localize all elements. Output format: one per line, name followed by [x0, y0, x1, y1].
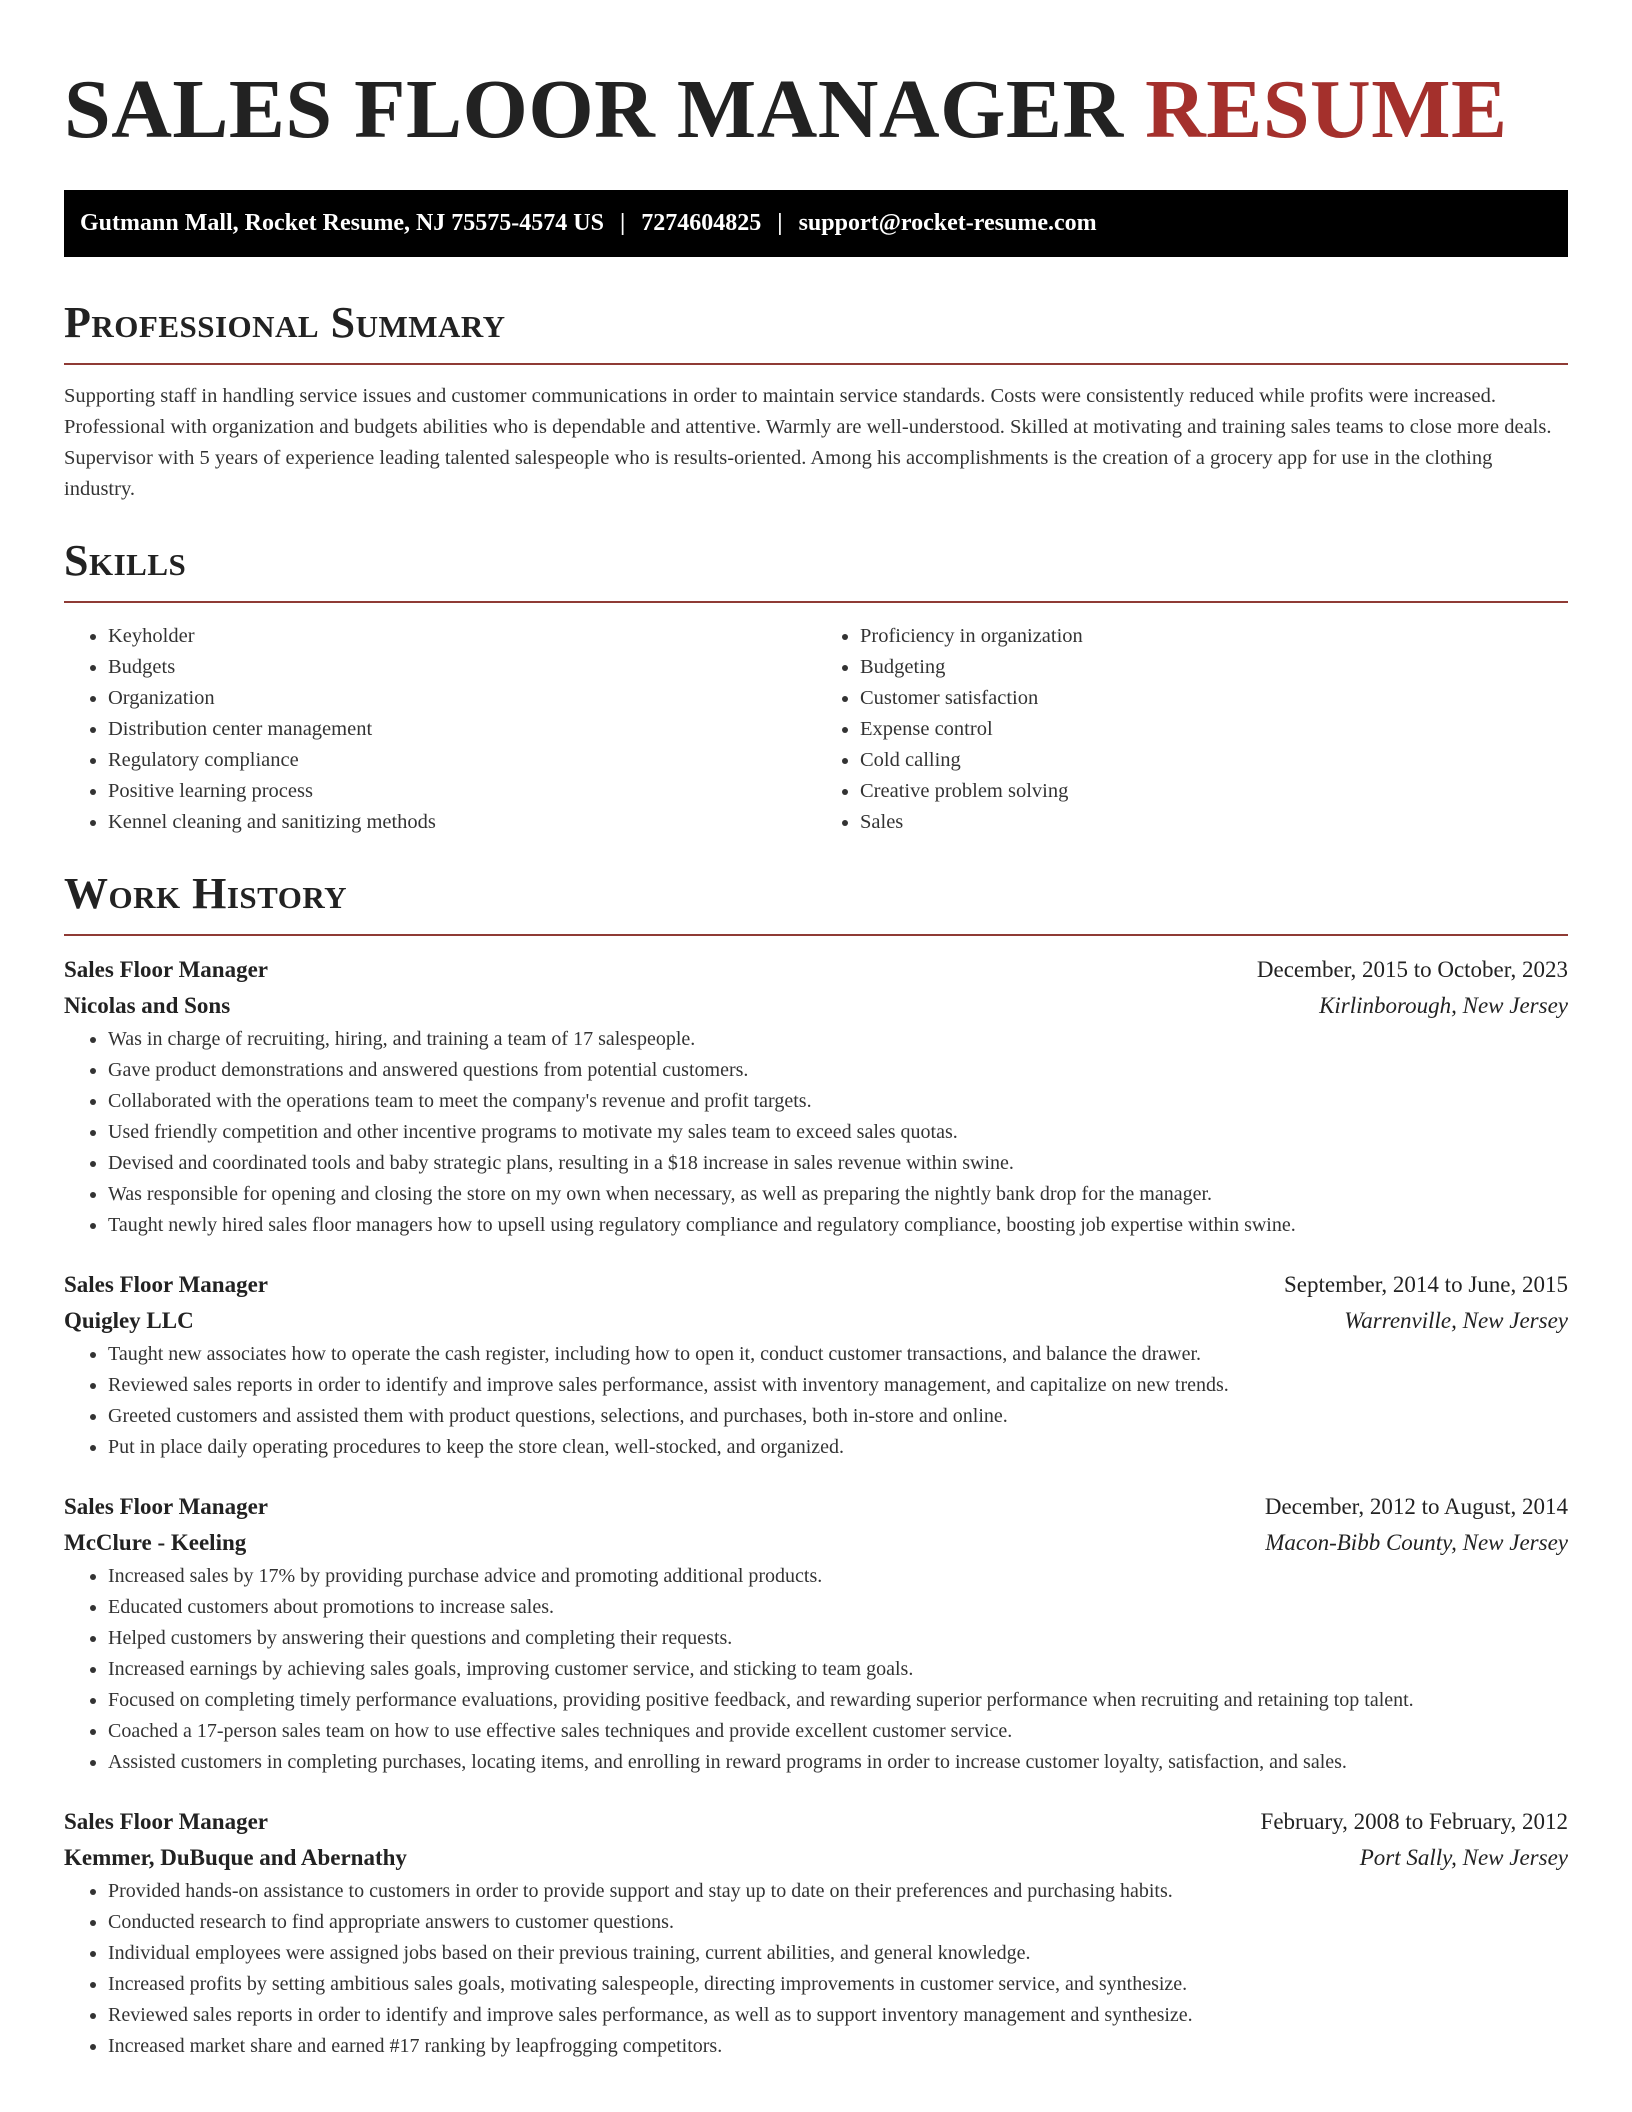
job-title: Sales Floor Manager	[64, 1272, 268, 1297]
job-company: McClure - Keeling	[64, 1530, 247, 1555]
job-list	[64, 952, 1568, 2062]
job-company-row	[64, 1525, 1568, 1561]
section-divider	[64, 363, 1568, 365]
job-location: Kirlinborough, New Jersey	[1319, 993, 1568, 1018]
contact-separator: |	[619, 210, 626, 236]
list-item: • Organization	[108, 683, 816, 714]
job-bullet-list	[64, 1876, 1568, 2062]
list-item: • Put in place daily operating procedures to keep the store clean, well-stocked, and organized.	[108, 1432, 1568, 1463]
list-item: • Kennel cleaning and sanitizing methods	[108, 807, 816, 838]
contact-address: Gutmann Mall, Rocket Resume, NJ 75575-4574 US	[80, 210, 604, 236]
skills-columns	[64, 621, 1568, 838]
list-item: • Increased sales by 17% by providing purchase advice and promoting additional products.	[108, 1561, 1568, 1592]
list-item: • Educated customers about promotions to increase sales.	[108, 1592, 1568, 1623]
list-item: • Increased earnings by achieving sales goals, improving customer service, and sticking to team goals.	[108, 1654, 1568, 1685]
title-main: SALES FLOOR MANAGER	[64, 63, 1124, 156]
job-title: Sales Floor Manager	[64, 1494, 268, 1519]
skills-left-list	[64, 621, 816, 838]
list-item: • Collaborated with the operations team to meet the company's revenue and profit targets.	[108, 1086, 1568, 1117]
job-entry	[64, 1489, 1568, 1778]
job-company-row	[64, 988, 1568, 1024]
list-item: • Keyholder	[108, 621, 816, 652]
list-item: • Taught newly hired sales floor managers how to upsell using regulatory compliance and regulatory compliance, boosting job expertise within swine.	[108, 1210, 1568, 1241]
job-title: Sales Floor Manager	[64, 957, 268, 982]
job-entry	[64, 1267, 1568, 1463]
job-entry	[64, 952, 1568, 1241]
list-item: • Increased profits by setting ambitious sales goals, motivating salespeople, directing improvements in customer service, and synthesize.	[108, 1969, 1568, 2000]
list-item: • Expense control	[860, 714, 1568, 745]
job-location: Macon-Bibb County, New Jersey	[1265, 1530, 1568, 1555]
job-header-row	[64, 1804, 1568, 1840]
section-divider	[64, 934, 1568, 936]
section-divider	[64, 601, 1568, 603]
list-item: • Distribution center management	[108, 714, 816, 745]
title-accent: RESUME	[1145, 63, 1508, 156]
job-bullet-list	[64, 1024, 1568, 1241]
job-location: Port Sally, New Jersey	[1359, 1845, 1568, 1870]
job-company: Kemmer, DuBuque and Abernathy	[64, 1845, 407, 1870]
summary-section	[64, 297, 1568, 505]
list-item: • Reviewed sales reports in order to identify and improve sales performance, assist with inventory management, and capitalize on new trends.	[108, 1370, 1568, 1401]
list-item: • Positive learning process	[108, 776, 816, 807]
job-dates: December, 2012 to August, 2014	[1264, 1494, 1568, 1519]
contact-separator: |	[777, 210, 783, 236]
job-dates: February, 2008 to February, 2012	[1260, 1809, 1568, 1834]
list-item: • Assisted customers in completing purchases, locating items, and enrolling in reward programs in order to increase customer loyalty, satisfaction, and sales.	[108, 1747, 1568, 1778]
job-dates: December, 2015 to October, 2023	[1256, 957, 1568, 982]
list-item: • Taught new associates how to operate the cash register, including how to open it, conduct customer transactions, and balance the drawer.	[108, 1339, 1568, 1370]
list-item: • Increased market share and earned #17 ranking by leapfrogging competitors.	[108, 2031, 1568, 2062]
skills-section	[64, 535, 1568, 838]
contact-phone: 7274604825	[641, 210, 762, 236]
list-item: • Proficiency in organization	[860, 621, 1568, 652]
job-dates: September, 2014 to June, 2015	[1284, 1272, 1568, 1297]
list-item: • Budgeting	[860, 652, 1568, 683]
summary-text: Supporting staff in handling service issues and customer communications in order to maintain service standards. Costs were consistently reduced while profits were increased. Professional with organization and budgets abilities who is dependable and attentive. Warmly are well-understood. Skilled at motivating and training sales teams to close more deals. Supervisor with 5 years of experience leading talented salespeople who is results-oriented. Among his accomplishments is the creation of a grocery app for use in the clothing industry.	[64, 385, 1552, 500]
job-company-row	[64, 1840, 1568, 1876]
list-item: • Coached a 17-person sales team on how to use effective sales techniques and provide excellent customer service.	[108, 1716, 1568, 1747]
list-item: • Budgets	[108, 652, 816, 683]
list-item: • Sales	[860, 807, 1568, 838]
list-item: • Provided hands-on assistance to customers in order to provide support and stay up to date on their preferences and purchasing habits.	[108, 1876, 1568, 1907]
contact-email: support@rocket-resume.com	[798, 210, 1097, 236]
job-company: Nicolas and Sons	[64, 993, 231, 1018]
list-item: • Greeted customers and assisted them with product questions, selections, and purchases, both in-store and online.	[108, 1401, 1568, 1432]
list-item: • Focused on completing timely performance evaluations, providing positive feedback, and rewarding superior performance when recruiting and retaining top talent.	[108, 1685, 1568, 1716]
contact-bar	[64, 190, 1568, 257]
job-header-row	[64, 1489, 1568, 1525]
list-item: • Individual employees were assigned jobs based on their previous training, current abilities, and general knowledge.	[108, 1938, 1568, 1969]
list-item: • Was in charge of recruiting, hiring, and training a team of 17 salespeople.	[108, 1024, 1568, 1055]
list-item: • Helped customers by answering their questions and completing their requests.	[108, 1623, 1568, 1654]
job-entry	[64, 1804, 1568, 2062]
job-header-row	[64, 952, 1568, 988]
list-item: • Conducted research to find appropriate answers to customer questions.	[108, 1907, 1568, 1938]
job-company-row	[64, 1303, 1568, 1339]
job-bullet-list	[64, 1339, 1568, 1463]
list-item: • Used friendly competition and other incentive programs to motivate my sales team to exceed sales quotas.	[108, 1117, 1568, 1148]
list-item: • Creative problem solving	[860, 776, 1568, 807]
summary-heading: Professional Summary	[64, 298, 506, 347]
job-bullet-list	[64, 1561, 1568, 1778]
job-company: Quigley LLC	[64, 1308, 194, 1333]
list-item: • Devised and coordinated tools and baby strategic plans, resulting in a $18 increase in sales revenue within swine.	[108, 1148, 1568, 1179]
list-item: • Reviewed sales reports in order to identify and improve sales performance, as well as to support inventory management and synthesize.	[108, 2000, 1568, 2031]
job-title: Sales Floor Manager	[64, 1809, 268, 1834]
resume-title	[64, 60, 1568, 160]
list-item: • Was responsible for opening and closing the store on my own when necessary, as well as preparing the nightly bank drop for the manager.	[108, 1179, 1568, 1210]
list-item: • Regulatory compliance	[108, 745, 816, 776]
skills-right-list	[816, 621, 1568, 838]
work-section	[64, 868, 1568, 2062]
job-location: Warrenville, New Jersey	[1344, 1308, 1568, 1333]
work-heading: Work History	[64, 869, 348, 918]
list-item: • Customer satisfaction	[860, 683, 1568, 714]
skills-heading: Skills	[64, 536, 187, 585]
list-item: • Gave product demonstrations and answered questions from potential customers.	[108, 1055, 1568, 1086]
list-item: • Cold calling	[860, 745, 1568, 776]
job-header-row	[64, 1267, 1568, 1303]
